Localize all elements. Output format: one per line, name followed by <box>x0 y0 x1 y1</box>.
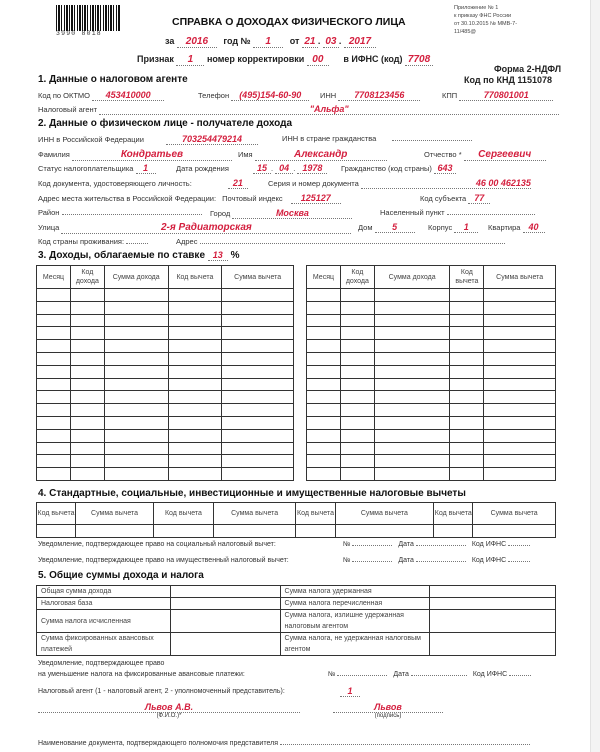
table-row <box>307 442 556 455</box>
table-cell[interactable] <box>70 352 104 365</box>
signature-field[interactable]: Львов <box>333 702 443 713</box>
date-day-field[interactable]: 21 <box>302 36 318 48</box>
foreign-inn-field[interactable] <box>392 140 472 141</box>
table-cell[interactable] <box>222 455 294 468</box>
table-cell[interactable] <box>70 289 104 302</box>
table-row <box>37 525 556 538</box>
region-code-field[interactable]: 77 <box>468 193 490 204</box>
table-cell[interactable] <box>450 391 484 404</box>
table-cell[interactable] <box>104 352 168 365</box>
table-cell[interactable] <box>340 468 374 481</box>
table-cell[interactable] <box>450 416 484 429</box>
table-cell[interactable] <box>70 429 104 442</box>
totals-table: Общая сумма дохода Сумма налога удержанная Налоговая база Сумма налога перечисленная Сумма налога исчисленная Сумма налога, излишне удержанная налоговым агентом Сумма фиксированных авансовых платежей Сумма налога, не удержанная налоговым агентом <box>36 585 556 656</box>
table-cell[interactable] <box>222 442 294 455</box>
table-cell[interactable] <box>37 365 71 378</box>
table-row <box>37 352 294 365</box>
table-cell[interactable] <box>484 404 556 417</box>
table-cell[interactable] <box>307 340 341 353</box>
district-field[interactable] <box>62 214 202 215</box>
table-cell[interactable] <box>168 391 222 404</box>
table-cell[interactable] <box>484 416 556 429</box>
table-cell[interactable] <box>222 340 294 353</box>
income-table-right: Месяц Код дохода Сумма дохода Код вычета Сумма вычета <box>306 265 556 481</box>
table-cell[interactable] <box>450 314 484 327</box>
surname-field[interactable]: Кондратьев <box>72 149 232 161</box>
table-cell[interactable] <box>222 289 294 302</box>
table-cell[interactable] <box>340 314 374 327</box>
table-cell[interactable] <box>307 365 341 378</box>
table-cell[interactable] <box>222 365 294 378</box>
table-cell[interactable] <box>484 429 556 442</box>
table-row <box>307 314 556 327</box>
table-cell[interactable] <box>484 301 556 314</box>
advance-notice-number-field[interactable] <box>337 675 387 676</box>
section3-heading: 3. Доходы, облагаемые по ставке 13 % <box>38 250 240 261</box>
table-cell[interactable] <box>104 429 168 442</box>
table-cell[interactable] <box>340 327 374 340</box>
apartment-field[interactable]: 40 <box>523 222 545 233</box>
birth-day-field[interactable]: 15 <box>253 163 271 174</box>
document-title: СПРАВКА О ДОХОДАХ ФИЗИЧЕСКОГО ЛИЦА <box>172 16 406 28</box>
property-notice-number-field[interactable] <box>352 561 392 562</box>
table-row <box>307 352 556 365</box>
property-notice-ifns-field[interactable] <box>508 561 530 562</box>
table-cell[interactable] <box>484 289 556 302</box>
first-name-field[interactable]: Александр <box>255 149 387 161</box>
table-cell[interactable] <box>484 340 556 353</box>
table-cell[interactable] <box>104 289 168 302</box>
table-row <box>37 378 294 391</box>
table-cell[interactable] <box>374 391 450 404</box>
kpp-field[interactable]: 770801001 <box>459 90 553 101</box>
year-field[interactable]: 2016 <box>177 36 217 48</box>
table-cell[interactable] <box>37 289 71 302</box>
table-row <box>37 289 294 302</box>
table-cell[interactable] <box>104 365 168 378</box>
table-cell[interactable] <box>168 429 222 442</box>
table-cell[interactable] <box>222 378 294 391</box>
postal-code-field[interactable]: 125127 <box>291 193 341 204</box>
table-cell[interactable] <box>450 442 484 455</box>
table-cell[interactable] <box>104 327 168 340</box>
table-cell[interactable] <box>307 455 341 468</box>
social-notice-number-field[interactable] <box>352 545 392 546</box>
table-cell[interactable] <box>70 404 104 417</box>
table-cell[interactable] <box>70 327 104 340</box>
table-cell[interactable] <box>450 365 484 378</box>
table-cell[interactable] <box>450 289 484 302</box>
table-cell[interactable] <box>450 340 484 353</box>
agent-inn-field[interactable]: 7708123456 <box>338 90 420 101</box>
person-inn-field[interactable]: 703254479214 <box>166 134 258 145</box>
table-cell[interactable] <box>37 468 71 481</box>
table-cell[interactable] <box>222 301 294 314</box>
table-cell[interactable] <box>484 391 556 404</box>
table-cell[interactable] <box>70 314 104 327</box>
table-cell[interactable] <box>374 455 450 468</box>
table-cell[interactable] <box>340 455 374 468</box>
table-cell[interactable] <box>450 404 484 417</box>
tax-calculated-cell[interactable] <box>170 610 280 633</box>
advance-notice-date-field[interactable] <box>411 675 467 676</box>
country-code-field[interactable] <box>126 243 148 244</box>
form-name: Форма 2-НДФЛ <box>494 64 562 74</box>
table-cell[interactable] <box>168 378 222 391</box>
table-cell[interactable] <box>307 442 341 455</box>
table-cell[interactable] <box>104 442 168 455</box>
table-cell[interactable] <box>37 442 71 455</box>
table-cell[interactable] <box>484 455 556 468</box>
table-cell[interactable] <box>340 340 374 353</box>
table-cell[interactable] <box>37 455 71 468</box>
table-cell[interactable] <box>213 525 296 538</box>
table-row <box>307 340 556 353</box>
table-cell[interactable] <box>450 429 484 442</box>
table-cell[interactable] <box>450 378 484 391</box>
table-cell[interactable] <box>168 442 222 455</box>
sign-line: Признак 1 номер корректировки 00 в ИФНС (код) 7708 <box>137 54 433 66</box>
oktmo-field[interactable]: 453410000 <box>92 90 164 101</box>
table-row <box>307 301 556 314</box>
table-cell[interactable] <box>168 327 222 340</box>
table-row <box>307 416 556 429</box>
ifns-field[interactable]: 7708 <box>405 54 433 66</box>
ndfl-form-page: 3990 8018 СПРАВКА О ДОХОДАХ ФИЗИЧЕСКОГО ЛИЦА Приложение № 1 к приказу ФНС России от 30.10.2015 № ММВ-7- 11/485@ за 2016 год № 1 от 21 . 03 . 2017 Признак 1 номер корректировки 00 в ИФНС (код) 7708 Форма 2-НДФЛ Код по КНД 1151078 1. Данные о налоговом агенте Код по ОКТМО 453410000 Телефон (495)154-60-90 ИНН 7708123456 КПП 770801001 Налоговый агент "Альфа" 2. Данные о физическом лице - получателе дохода ИНН в Российской Федерации 703254479214 ИНН в стране гражданства Фамилия Кондратьев Имя Александр Отчество * Сергеевич Статус налогоплательщика 1 Дата рождения 15 . 04 . 1978 Гражданство (код страны) 643 Код документа, удостоверяющего личность: 21 Серия и номер документа 46 00 462135 Адрес места жительства в Российской Федерации: Почтовый индекс 125127 Код субъекта 77 Район Город Москва Населенный пункт Улица 2-я Радиаторская Дом 5 Корпус 1 Квартира 40 Код страны проживания: Адрес 3. Доходы, облагаемые по ставке 13 % Месяц Код дохода Сумма дохода Код вычета Сумма вычета Месяц Код дохода Сумма дохода Код вычета Сумма вычета 4. Стандартные, социальные, инвестиционные и имущественные налоговые вычеты Код вычета Сумма вычета Код вычета Сумма вычета Код вычета Сумма вычета Код вычета Сумма вычета Уведомление, подтверждающее право на социальный налоговый вычет: № Дата Код ИФНС Уведомление, подтверждающее право на имущественный налоговый вычет: № Дата Код ИФНС 5. Общие суммы дохода и налога Общая сумма дохода Сумма налога удержанная Налоговая база Сумма налога перечисленная Сумма налога исчисленная Сумма налога, излишне удержанная налоговым агентом Сумма фиксированных авансовых платежей Сумма налога, не удержанная налоговым агентом Уведомление, подтверждающее право на уменьшение налога на фиксированные авансовые платежи: № Дата Код ИФНС Налоговый агент (1 - налоговый агент, 2 - уполномоченный представитель): 1 Львов А.В. (Ф.И.О.)* Львов (подпись) Наименование документа, подтверждающего полномочия представителя <box>0 0 590 752</box>
table-cell[interactable] <box>450 301 484 314</box>
table-cell[interactable] <box>340 404 374 417</box>
table-cell[interactable] <box>484 378 556 391</box>
table-cell[interactable] <box>168 404 222 417</box>
table-cell[interactable] <box>307 301 341 314</box>
table-cell[interactable] <box>374 289 450 302</box>
table-row <box>37 365 294 378</box>
table-row <box>37 391 294 404</box>
table-cell[interactable] <box>374 429 450 442</box>
table-cell[interactable] <box>374 378 450 391</box>
table-cell[interactable] <box>340 429 374 442</box>
table-cell[interactable] <box>374 352 450 365</box>
table-cell[interactable] <box>154 525 214 538</box>
table-cell[interactable] <box>70 416 104 429</box>
table-cell[interactable] <box>168 301 222 314</box>
table-cell[interactable] <box>374 416 450 429</box>
table-row <box>307 404 556 417</box>
table-cell[interactable] <box>374 442 450 455</box>
table-cell[interactable] <box>374 327 450 340</box>
table-row <box>37 468 294 481</box>
notice-property: Уведомление, подтверждающее право на имущественный налоговый вычет: <box>38 557 289 564</box>
table-cell[interactable] <box>484 468 556 481</box>
citizenship-field[interactable]: 643 <box>434 163 456 174</box>
agent-name-field[interactable]: "Альфа" <box>99 104 559 115</box>
table-cell[interactable] <box>104 455 168 468</box>
table-cell[interactable] <box>484 352 556 365</box>
table-cell[interactable] <box>374 314 450 327</box>
table-cell[interactable] <box>374 365 450 378</box>
table-cell[interactable] <box>335 525 434 538</box>
table-cell[interactable] <box>307 468 341 481</box>
table-cell[interactable] <box>104 378 168 391</box>
table-cell[interactable] <box>70 301 104 314</box>
table-cell[interactable] <box>104 416 168 429</box>
total-income-cell[interactable] <box>170 586 280 598</box>
property-notice-date-field[interactable] <box>416 561 466 562</box>
table-row <box>307 289 556 302</box>
table-cell[interactable] <box>307 327 341 340</box>
table-cell[interactable] <box>37 314 71 327</box>
table-cell[interactable] <box>484 327 556 340</box>
advance-notice-ifns-field[interactable] <box>509 675 531 676</box>
table-row <box>37 455 294 468</box>
table-cell[interactable] <box>70 468 104 481</box>
certificate-number-field[interactable]: 1 <box>253 36 283 48</box>
table-cell[interactable] <box>340 442 374 455</box>
table-cell[interactable] <box>104 340 168 353</box>
table-cell[interactable] <box>484 442 556 455</box>
sign-field[interactable]: 1 <box>176 54 204 66</box>
knd-code: Код по КНД 1151078 <box>464 75 552 85</box>
barcode-number: 3990 8018 <box>56 30 102 37</box>
table-cell[interactable] <box>307 378 341 391</box>
table-row <box>37 429 294 442</box>
table-cell[interactable] <box>484 365 556 378</box>
barcode-image <box>56 5 120 31</box>
table-cell[interactable] <box>168 314 222 327</box>
table-cell[interactable] <box>222 314 294 327</box>
table-cell[interactable] <box>104 314 168 327</box>
table-cell[interactable] <box>307 391 341 404</box>
table-cell[interactable] <box>222 416 294 429</box>
table-cell[interactable] <box>37 429 71 442</box>
section5-heading: 5. Общие суммы дохода и налога <box>38 570 204 581</box>
fio-field[interactable]: Львов А.В. <box>38 702 300 713</box>
table-cell[interactable] <box>168 416 222 429</box>
tax-overwithheld-cell[interactable] <box>430 610 556 633</box>
table-cell[interactable] <box>37 378 71 391</box>
tax-base-cell[interactable] <box>170 598 280 610</box>
table-cell[interactable] <box>168 289 222 302</box>
section2-heading: 2. Данные о физическом лице - получателе дохода <box>38 118 293 129</box>
table-cell[interactable] <box>37 301 71 314</box>
table-row <box>37 301 294 314</box>
table-cell[interactable] <box>168 468 222 481</box>
fixed-advance-cell[interactable] <box>170 633 280 656</box>
table-row <box>37 340 294 353</box>
table-cell[interactable] <box>307 352 341 365</box>
table-cell[interactable] <box>340 289 374 302</box>
scrollbar[interactable] <box>590 0 600 752</box>
table-cell[interactable] <box>76 525 154 538</box>
table-cell[interactable] <box>37 352 71 365</box>
doc-code-field[interactable]: 21 <box>228 178 248 189</box>
table-row <box>307 468 556 481</box>
foreign-address-field[interactable] <box>200 243 505 244</box>
phone-field[interactable]: (495)154-60-90 <box>231 90 309 101</box>
table-cell[interactable] <box>104 468 168 481</box>
social-notice-ifns-field[interactable] <box>508 545 530 546</box>
table-cell[interactable] <box>450 327 484 340</box>
table-cell[interactable] <box>37 391 71 404</box>
table-cell[interactable] <box>374 301 450 314</box>
table-cell[interactable] <box>222 404 294 417</box>
table-cell[interactable] <box>37 404 71 417</box>
table-cell[interactable] <box>340 301 374 314</box>
table-row <box>37 314 294 327</box>
building-field[interactable]: 1 <box>454 222 478 233</box>
table-cell[interactable] <box>70 378 104 391</box>
table-cell[interactable] <box>340 391 374 404</box>
tax-transferred-cell[interactable] <box>430 598 556 610</box>
table-cell[interactable] <box>340 352 374 365</box>
table-row <box>37 327 294 340</box>
table-cell[interactable] <box>450 468 484 481</box>
table-cell[interactable] <box>374 404 450 417</box>
table-cell[interactable] <box>70 391 104 404</box>
section4-heading: 4. Стандартные, социальные, инвестиционные и имущественные налоговые вычеты <box>38 488 466 499</box>
table-cell[interactable] <box>70 455 104 468</box>
table-row <box>307 327 556 340</box>
tax-not-withheld-cell[interactable] <box>430 633 556 656</box>
section1-heading: 1. Данные о налоговом агенте <box>38 74 188 85</box>
table-cell[interactable] <box>222 468 294 481</box>
table-cell[interactable] <box>434 525 473 538</box>
table-cell[interactable] <box>296 525 335 538</box>
table-cell[interactable] <box>307 404 341 417</box>
house-field[interactable]: 5 <box>375 222 415 233</box>
table-cell[interactable] <box>374 468 450 481</box>
patronymic-field[interactable]: Сергеевич <box>464 149 546 161</box>
table-cell[interactable] <box>374 340 450 353</box>
table-cell[interactable] <box>70 365 104 378</box>
table-cell[interactable] <box>70 442 104 455</box>
proxy-document-field[interactable] <box>280 744 530 745</box>
table-cell[interactable] <box>168 352 222 365</box>
table-row <box>37 416 294 429</box>
table-cell[interactable] <box>104 404 168 417</box>
table-cell[interactable] <box>307 289 341 302</box>
table-row <box>307 429 556 442</box>
status-field[interactable]: 1 <box>136 163 156 174</box>
table-cell[interactable] <box>450 455 484 468</box>
table-cell[interactable] <box>168 340 222 353</box>
notice-social: Уведомление, подтверждающее право на социальный налоговый вычет: <box>38 541 276 548</box>
table-cell[interactable] <box>340 365 374 378</box>
table-cell[interactable] <box>168 455 222 468</box>
deductions-table: Код вычета Сумма вычета Код вычета Сумма вычета Код вычета Сумма вычета Код вычета Сумма вычета <box>36 502 556 538</box>
tax-withheld-cell[interactable] <box>430 586 556 598</box>
birth-year-field[interactable]: 1978 <box>297 163 327 174</box>
table-cell[interactable] <box>70 340 104 353</box>
social-notice-date-field[interactable] <box>416 545 466 546</box>
city-field[interactable]: Москва <box>232 208 352 219</box>
table-cell[interactable] <box>37 327 71 340</box>
date-year-field[interactable]: 2017 <box>344 36 376 48</box>
table-cell[interactable] <box>168 365 222 378</box>
table-cell[interactable] <box>222 429 294 442</box>
table-cell[interactable] <box>340 416 374 429</box>
table-cell[interactable] <box>473 525 556 538</box>
table-cell[interactable] <box>450 352 484 365</box>
table-cell[interactable] <box>307 314 341 327</box>
table-cell[interactable] <box>307 429 341 442</box>
table-row <box>307 365 556 378</box>
correction-field[interactable]: 00 <box>307 54 329 66</box>
table-row <box>307 455 556 468</box>
table-cell[interactable] <box>222 327 294 340</box>
table-cell[interactable] <box>37 340 71 353</box>
table-cell[interactable] <box>37 416 71 429</box>
table-row <box>37 404 294 417</box>
table-row <box>37 442 294 455</box>
appendix-note: Приложение № 1 к приказу ФНС России от 30.10.2015 № ММВ-7- 11/485@ <box>454 5 518 35</box>
doc-series-field[interactable]: 46 00 462135 <box>361 178 531 189</box>
table-cell[interactable] <box>104 301 168 314</box>
birth-month-field[interactable]: 04 <box>275 163 293 174</box>
tax-rate-field[interactable]: 13 <box>208 250 228 261</box>
locality-field[interactable] <box>447 214 535 215</box>
period-line: за 2016 год № 1 от 21 . 03 . 2017 <box>165 36 376 48</box>
table-row <box>307 378 556 391</box>
table-cell[interactable] <box>222 352 294 365</box>
table-cell[interactable] <box>484 314 556 327</box>
table-cell[interactable] <box>307 416 341 429</box>
table-cell[interactable] <box>37 525 76 538</box>
table-cell[interactable] <box>340 378 374 391</box>
table-cell[interactable] <box>222 391 294 404</box>
street-field[interactable]: 2-я Радиаторская <box>61 222 351 234</box>
table-row <box>307 391 556 404</box>
income-table-left: Месяц Код дохода Сумма дохода Код вычета Сумма вычета <box>36 265 294 481</box>
table-cell[interactable] <box>104 391 168 404</box>
agent-type-field[interactable]: 1 <box>340 686 360 697</box>
date-month-field[interactable]: 03 <box>323 36 339 48</box>
